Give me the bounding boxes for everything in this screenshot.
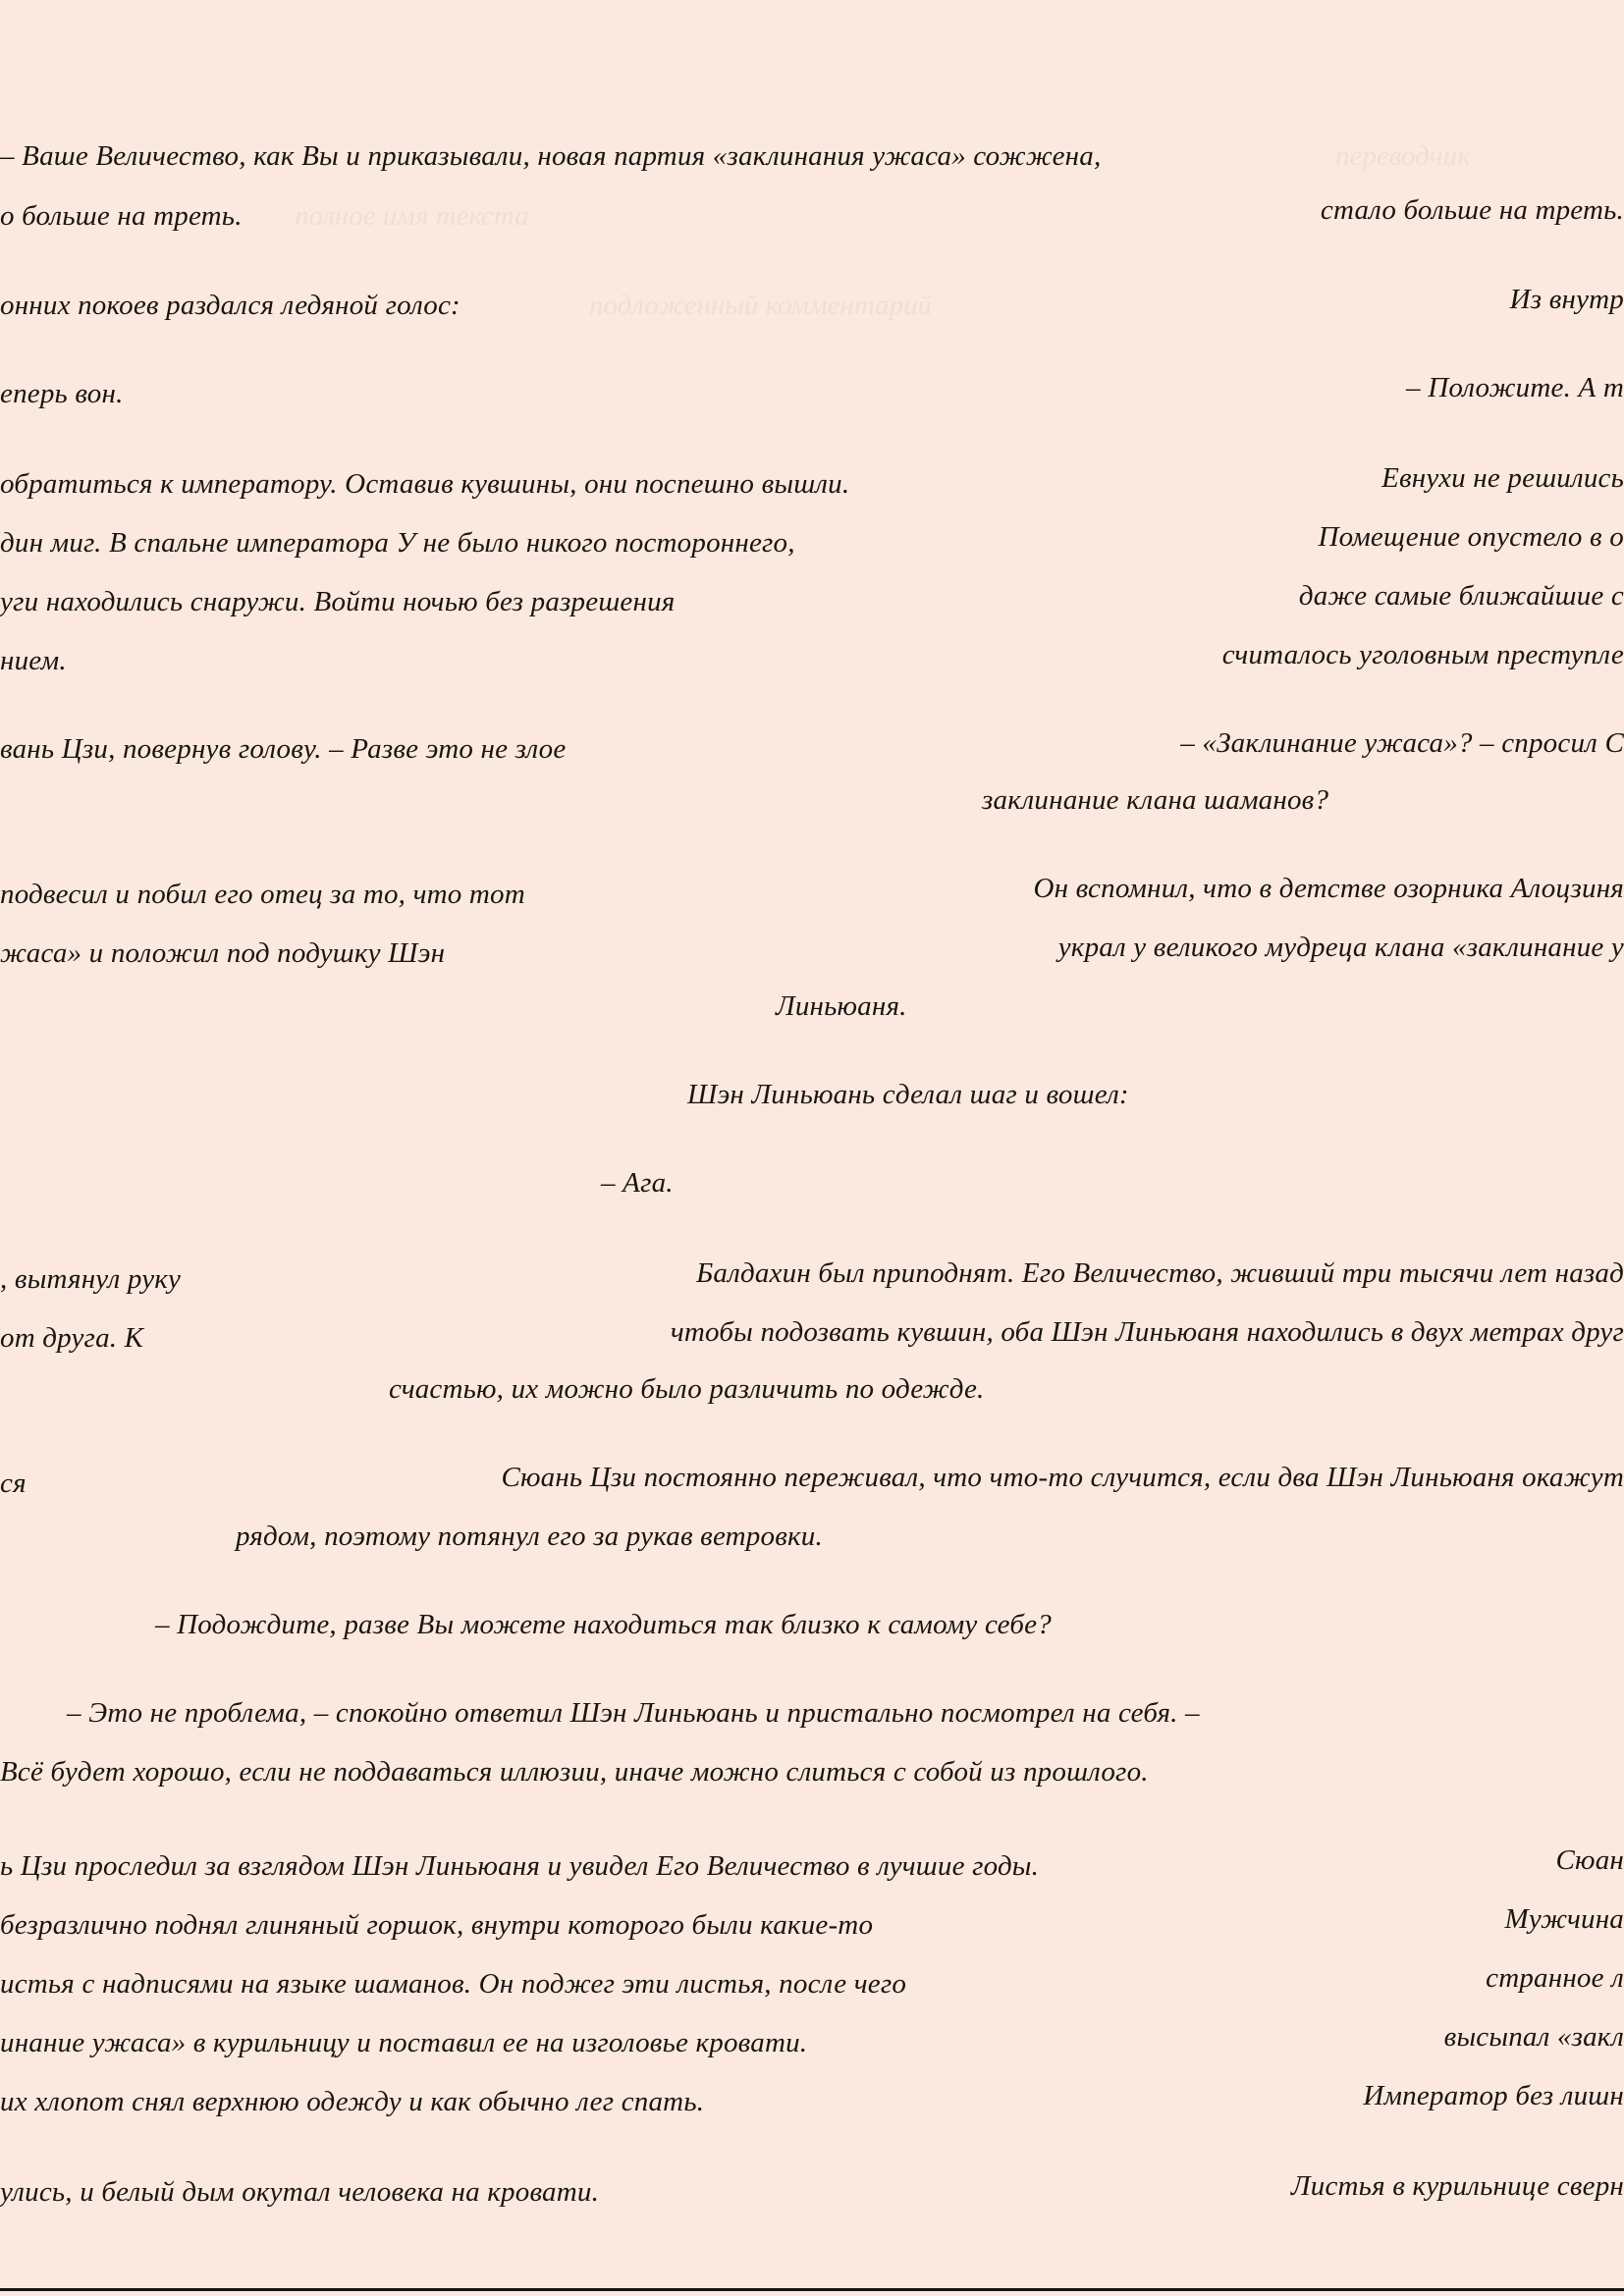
text-line-19: Он вспомнил, что в детстве озорника Алоцзиня (1033, 873, 1624, 904)
text-line-8: Евнухи не решились (1381, 462, 1624, 494)
text-line-12: даже самые ближайшие с (1298, 580, 1624, 612)
text-line-2: стало больше на треть. (1320, 194, 1624, 226)
text-line-35: – Это не проблема, – спокойно ответил Шэн Линьюань и пристально посмотрел на себя. – (67, 1697, 1200, 1729)
text-line-44: инание ужаса» в курильницу и поставил ее на изголовье кровати. (0, 2027, 808, 2058)
text-line-46: их хлопот снял верхнюю одежду и как обычно лег спать. (0, 2086, 705, 2117)
ghost-text: подложенный комментарий (589, 290, 933, 321)
ghost-text: полное имя текста (295, 200, 529, 232)
text-line-33: рядом, поэтому потянул его за рукав ветровки. (236, 1521, 823, 1552)
page-bottom-border (0, 2288, 1624, 2291)
text-line-48: улись, и белый дым окутал человека на кровати. (0, 2176, 600, 2208)
text-line-9: обратиться к императору. Оставив кувшины, они поспешно вышли. (0, 468, 850, 500)
text-line-36: Всё будет хорошо, если не поддаваться иллюзии, иначе можно слиться с собой из прошлого. (0, 1756, 1149, 1788)
text-line-11: дин миг. В спальне императора У не было никого постороннего, (0, 527, 795, 559)
text-line-34: – Подождите, разве Вы можете находиться так близко к самому себе? (155, 1609, 1052, 1640)
text-line-31: Сюань Цзи постоянно переживал, что что-то случится, если два Шэн Линьюаня окажут (501, 1462, 1624, 1493)
text-line-22: жаса» и положил под подушку Шэн (0, 937, 446, 969)
text-line-21: украл у великого мудреца клана «заклинание у (1057, 932, 1624, 963)
text-line-7: еперь вон. (0, 378, 124, 409)
text-line-38: ь Цзи проследил за взглядом Шэн Линьюаня и увидел Его Величество в лучшие годы. (0, 1850, 1040, 1882)
text-line-29: от друга. К (0, 1322, 144, 1354)
text-line-30: счастью, их можно было различить по одежде. (389, 1373, 985, 1405)
text-line-37: Сюан (1555, 1844, 1624, 1876)
text-line-6: – Положите. А т (1406, 372, 1624, 403)
text-line-20: подвесил и побил его отец за то, что тот (0, 879, 525, 910)
text-line-41: странное л (1486, 1962, 1624, 1994)
text-line-4: Из внутр (1509, 284, 1624, 315)
text-line-16: – «Заклинание ужаса»? – спросил С (1180, 727, 1624, 759)
text-line-47: Листья в курильнице сверн (1290, 2170, 1624, 2202)
text-line-14: считалось уголовным преступле (1221, 639, 1624, 670)
text-line-25: – Ага. (601, 1167, 674, 1199)
ghost-text: переводчик (1335, 140, 1471, 172)
text-line-17: вань Цзи, повернув голову. – Разве это не злое (0, 733, 567, 765)
text-line-45: Император без лишн (1363, 2080, 1624, 2111)
text-line-23: Линьюаня. (776, 990, 907, 1022)
text-line-10: Помещение опустело в о (1318, 521, 1624, 553)
text-line-13: уги находились снаружи. Войти ночью без разрешения (0, 586, 676, 617)
text-line-42: истья с надписями на языке шаманов. Он поджег эти листья, после чего (0, 1968, 907, 2000)
text-line-27: , вытянул руку (0, 1263, 182, 1295)
text-line-24: Шэн Линьюань сделал шаг и вошел: (687, 1079, 1129, 1110)
text-line-28: чтобы подозвать кувшин, оба Шэн Линьюаня находились в двух метрах друг (670, 1316, 1624, 1348)
text-line-26: Балдахин был приподнят. Его Величество, живший три тысячи лет назад (696, 1257, 1624, 1289)
text-line-43: высыпал «закл (1443, 2021, 1624, 2053)
text-line-39: Мужчина (1504, 1903, 1624, 1935)
text-line-3: о больше на треть. (0, 200, 243, 232)
text-line-15: нием. (0, 645, 67, 676)
text-line-40: безразлично поднял глиняный горшок, внутри которого были какие-то (0, 1909, 874, 1941)
text-line-5: онних покоев раздался ледяной голос: (0, 290, 460, 321)
text-line-18: заклинание клана шаманов? (982, 784, 1329, 816)
text-line-32: ся (0, 1468, 27, 1499)
text-line-1: – Ваше Величество, как Вы и приказывали, новая партия «заклинания ужаса» сожжена, (0, 140, 1102, 172)
